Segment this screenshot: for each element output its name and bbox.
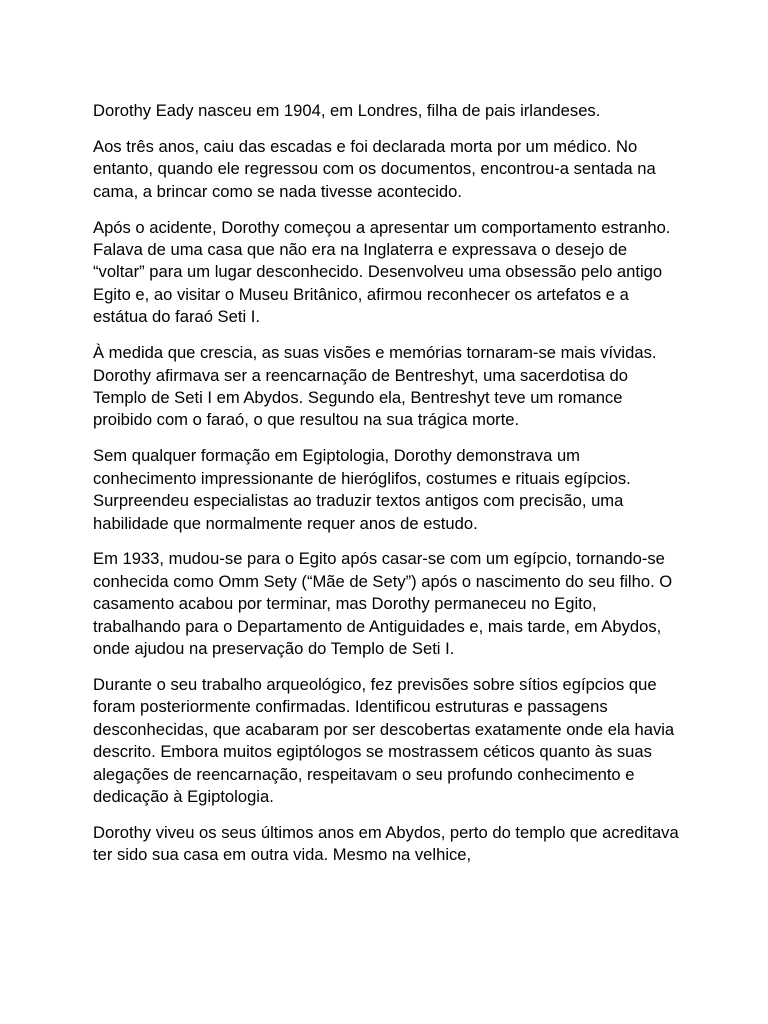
paragraph-5: Sem qualquer formação em Egiptologia, Dorothy demonstrava um conhecimento impressionante de hieróglifos, costumes e rituais egípcios. Surpreendeu especialistas ao traduzir textos antigos com precisão, uma habilidade que normalmente requer anos de estudo. <box>93 446 631 533</box>
paragraph-2: Aos três anos, caiu das escadas e foi declarada morta por um médico. No entanto, quando ele regressou com os documentos, encontrou-a sentada na cama, a brincar como se nada tivesse acontecido. <box>93 136 656 201</box>
document-body <box>93 100 683 880</box>
paragraph-3: Após o acidente, Dorothy começou a apresentar um comportamento estranho. Falava de uma casa que não era na Inglaterra e expressava o desejo de “voltar” para um lugar desconhecido. Desenvolveu uma obsessão pelo antigo Egito e, ao visitar o Museu Britânico, afirmou reconhecer os artefatos e a estátua do faraó Seti I. <box>93 217 671 327</box>
paragraph-4: À medida que crescia, as suas visões e memórias tornaram-se mais vívidas. Dorothy afirmava ser a reencarnação de Bentreshyt, uma sacerdotisa do Templo de Seti I em Abydos. Segundo ela, Bentreshyt teve um romance proibido com o faraó, o que resultou na sua trágica morte. <box>93 343 657 430</box>
paragraph-1: Dorothy Eady nasceu em 1904, em Londres, filha de pais irlandeses. <box>93 101 601 120</box>
paragraph-6: Em 1933, mudou-se para o Egito após casar-se com um egípcio, tornando-se conhecida como Omm Sety (“Mãe de Sety”) após o nascimento do seu filho. O casamento acabou por terminar, mas Dorothy permaneceu no Egito, trabalhando para o Departamento de Antiguidades e, mais tarde, em Abydos, onde ajudou na preservação do Templo de Seti I. <box>93 549 673 659</box>
paragraph-7: Durante o seu trabalho arqueológico, fez previsões sobre sítios egípcios que foram posteriormente confirmadas. Identificou estruturas e passagens desconhecidas, que acabaram por ser descobertas exatamente onde ela havia descrito. Embora muitos egiptólogos se mostrassem céticos quanto às suas alegações de reencarnação, respeitavam o seu profundo conhecimento e dedicação à Egiptologia. <box>93 674 675 806</box>
paragraph-8: Dorothy viveu os seus últimos anos em Abydos, perto do templo que acreditava ter sido sua casa em outra vida. Mesmo na velhice, <box>93 822 679 865</box>
